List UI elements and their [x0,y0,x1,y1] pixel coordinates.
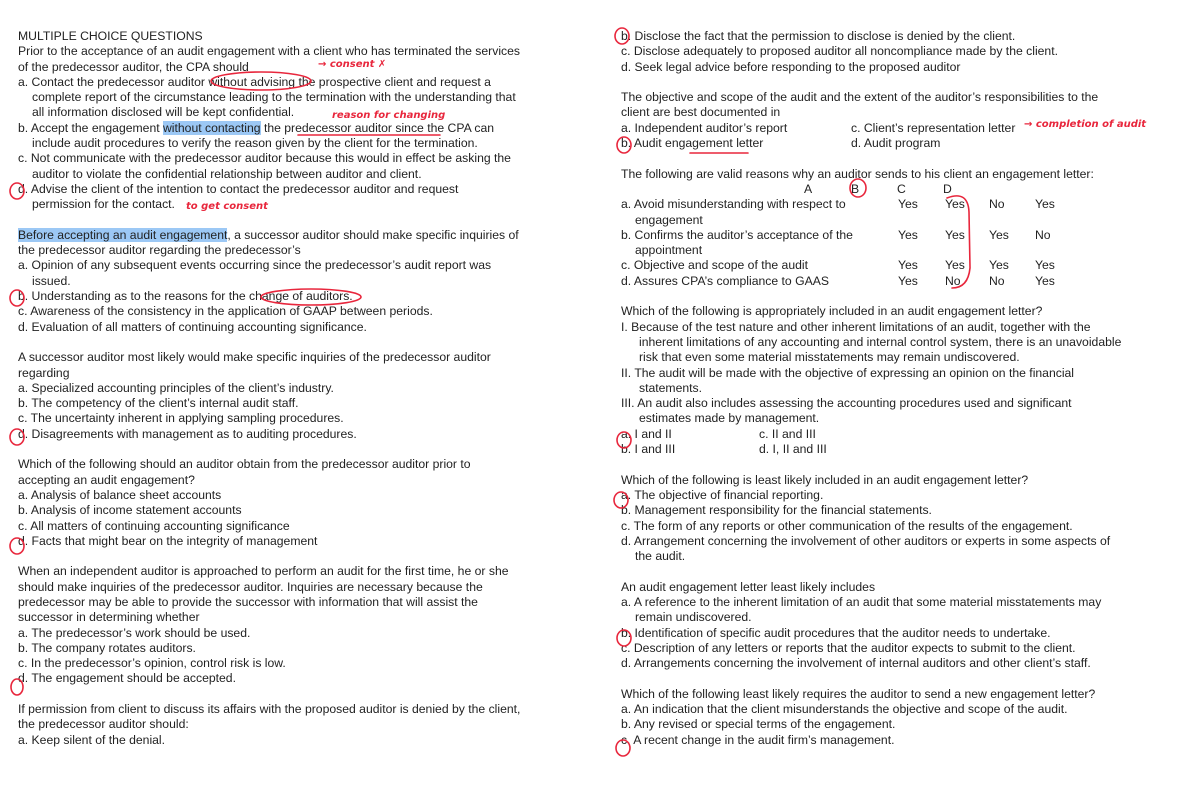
q2-option-b: b. Understanding as to the reasons for the change of auditors. [18,289,353,304]
q7-option-d: d. Audit program [851,136,941,151]
q8-row-b-2: appointment [635,243,703,258]
q9-options-row-1 [621,427,1181,442]
q9-option-a: a. I and II [621,426,672,441]
q3-option-b: b. The competency of the client’s internal audit staff. [18,396,299,411]
left-column [18,29,558,748]
q11-option-b: b. Identification of specific audit procedures that the auditor needs to undertake. [621,625,1051,640]
q8-row-a-2: engagement [635,212,703,227]
q4-option-c: c. All matters of continuing accounting significance [18,518,290,533]
q3-stem-1: A successor auditor most likely would make specific inquiries of the predecessor auditor [18,350,491,365]
highlight: Before accepting an audit engagement [18,227,228,242]
q1-option-b: b. Accept the engagement without contacting the predecessor auditor since the CPA can [18,120,495,135]
q12-option-b: b. Any revised or special terms of the engagement. [621,717,896,732]
q10-option-a: a. The objective of financial reporting. [621,487,824,502]
q5-option-a: a. The predecessor’s work should be used. [18,625,251,640]
q2-option-a: a. Opinion of any subsequent events occurring since the predecessor’s audit report was [18,258,492,273]
q8-row-c: c. Objective and scope of the audit Yes Yes Yes Yes [621,258,1055,273]
q5-option-d: d. The engagement should be accepted. [18,671,236,686]
q2-option-d: d. Evaluation of all matters of continuing accounting significance. [18,319,367,334]
q1-stem-2: of the predecessor auditor, the CPA should [18,59,249,74]
col-header-a: A [804,181,813,196]
handwritten-note-reason: reason for changing [332,110,446,121]
q5-stem-2: should make inquiries of the predecessor auditor. Inquiries are necessary because the [18,579,483,594]
q2-option-c: c. Awareness of the consistency in the application of GAAP between periods. [18,304,433,319]
q8-row-d: d. Assures CPA’s compliance to GAAS Yes No No Yes [621,273,1055,288]
q2-stem: Before accepting an audit engagement, a successor auditor should make specific inquiries of [18,227,519,242]
q8-stem: The following are valid reasons why an auditor sends to his client an engagement letter: [621,166,1094,181]
q1-option-b-2: include audit procedures to verify the reason given by the client for the termination. [32,136,478,151]
q1-option-a-2: complete report of the circumstance leading to the termination with the understanding that [32,90,516,105]
q6-stem-2: the predecessor auditor should: [18,717,189,732]
right-column [621,29,1181,748]
q9-option-d: d. I, II and III [759,442,827,457]
q7-option-b: b. Audit engagement letter [621,136,764,151]
q10-option-d: d. Arrangement concerning the involvement of other auditors or experts in some aspects of [621,533,1111,548]
q1-option-c-2: auditor to violate the confidential relationship between auditor and client. [32,166,422,181]
q9-stem: Which of the following is appropriately included in an audit engagement letter? [621,304,1043,319]
q7-stem-2: client are best documented in [621,105,781,120]
q1-option-a: a. Contact the predecessor auditor without advising the prospective client and request a [18,74,491,89]
q7-options-row-2 [621,136,1181,151]
q2-stem-2: the predecessor auditor regarding the predecessor’s [18,243,301,258]
q10-option-b: b. Management responsibility for the financial statements. [621,503,932,518]
q9-option-c: c. II and III [759,426,816,441]
q9-statement-ii: II. The audit will be made with the objective of expressing an opinion on the financial [621,365,1075,380]
q12-option-c: c. A recent change in the audit firm’s management. [621,732,895,747]
col-header-d: D [943,181,952,196]
handwritten-note-get-consent: to get consent [186,201,268,212]
col-header-c: C [897,181,906,196]
q11-option-c: c. Description of any letters or reports that the auditor expects to submit to the client. [621,640,1076,655]
q3-option-d: d. Disagreements with management as to auditing procedures. [18,426,357,441]
q10-option-c: c. The form of any reports or other communication of the results of the engagement. [621,518,1073,533]
q3-option-a: a. Specialized accounting principles of the client’s industry. [18,380,334,395]
q5-stem-3: predecessor may be able to provide the successor with information that will assist the [18,594,478,609]
q10-stem: Which of the following is least likely included in an audit engagement letter? [621,472,1029,487]
q9-option-b: b. I and III [621,442,676,457]
q1-option-a-3: all information disclosed will be kept confidential. [32,105,295,120]
q4-option-b: b. Analysis of income statement accounts [18,503,242,518]
q1-option-c: c. Not communicate with the predecessor auditor because this would in effect be asking the [18,151,511,166]
q9-statement-iii-2: estimates made by management. [639,411,820,426]
q7-option-a: a. Independent auditor’s report [621,120,788,135]
q5-stem-4: successor in determining whether [18,610,200,625]
q8-row-b: b. Confirms the auditor’s acceptance of the Yes Yes Yes No [621,227,1051,242]
q9-statement-ii-2: statements. [639,380,702,395]
q1-option-d: d. Advise the client of the intention to contact the predecessor auditor and request [18,181,459,196]
q9-statement-i-2: inherent limitations of any accounting and internal control system, there is an unavoidable [639,334,1122,349]
q9-statement-i: I. Because of the test nature and other inherent limitations of an audit, together with the [621,319,1091,334]
q12-stem: Which of the following least likely requires the auditor to send a new engagement letter? [621,686,1096,701]
q11-option-a: a. A reference to the inherent limitation of an audit that some material misstatements may [621,594,1102,609]
q5-stem-1: When an independent auditor is approached to perform an audit for the first time, he or she [18,564,509,579]
q11-option-a-2: remain undiscovered. [635,610,752,625]
q2-option-a-2: issued. [32,273,71,288]
q4-stem-1: Which of the following should an auditor obtain from the predecessor auditor prior to [18,457,471,472]
q6-option-d: d. Seek legal advice before responding to the proposed auditor [621,59,961,74]
q7-option-c: c. Client’s representation letter [851,120,1016,135]
q5-option-c: c. In the predecessor’s opinion, control risk is low. [18,656,286,671]
q4-stem-2: accepting an audit engagement? [18,472,195,487]
q8-row-a: a. Avoid misunderstanding with respect to Yes Yes No Yes [621,197,1055,212]
q3-option-c: c. The uncertainty inherent in applying sampling procedures. [18,411,344,426]
q4-option-a: a. Analysis of balance sheet accounts [18,487,222,502]
q5-option-b: b. The company rotates auditors. [18,640,196,655]
q11-option-d: d. Arrangements concerning the involvement of internal auditors and other client’s staff. [621,656,1091,671]
q3-stem-2: regarding [18,365,70,380]
highlight: without contacting [163,120,261,135]
q9-statement-iii: III. An audit also includes assessing the accounting procedures used and significant [621,396,1072,411]
q12-option-a: a. An indication that the client misunderstands the objective and scope of the audit. [621,702,1068,717]
q11-stem: An audit engagement letter least likely includes [621,579,876,594]
q6-option-a: a. Keep silent of the denial. [18,732,166,747]
q4-option-d: d. Facts that might bear on the integrity of management [18,533,318,548]
q8-header-row [621,182,1181,197]
q1-stem-1: Prior to the acceptance of an audit engagement with a client who has terminated the services [18,44,521,59]
q10-option-d-2: the audit. [635,549,686,564]
handwritten-note-consent: → consent ✗ [318,59,387,70]
q6-stem-1: If permission from client to discuss its affairs with the proposed auditor is denied by the client, [18,702,521,717]
q6-option-c: c. Disclose adequately to proposed auditor all noncompliance made by the client. [621,44,1058,59]
q9-statement-i-3: risk that even some material misstatements may remain undiscovered. [639,350,1020,365]
q1-option-d-2: permission for the contact. [32,197,175,212]
q7-stem-1: The objective and scope of the audit and the extent of the auditor’s responsibilities to the [621,90,1099,105]
q6-option-b: b. Disclose the fact that the permission to disclose is denied by the client. [621,29,1016,43]
heading: MULTIPLE CHOICE QUESTIONS [18,29,203,43]
handwritten-note-completion: → completion of audit [1024,119,1147,130]
q9-options-row-2 [621,442,1181,457]
col-header-b: B [851,181,860,196]
